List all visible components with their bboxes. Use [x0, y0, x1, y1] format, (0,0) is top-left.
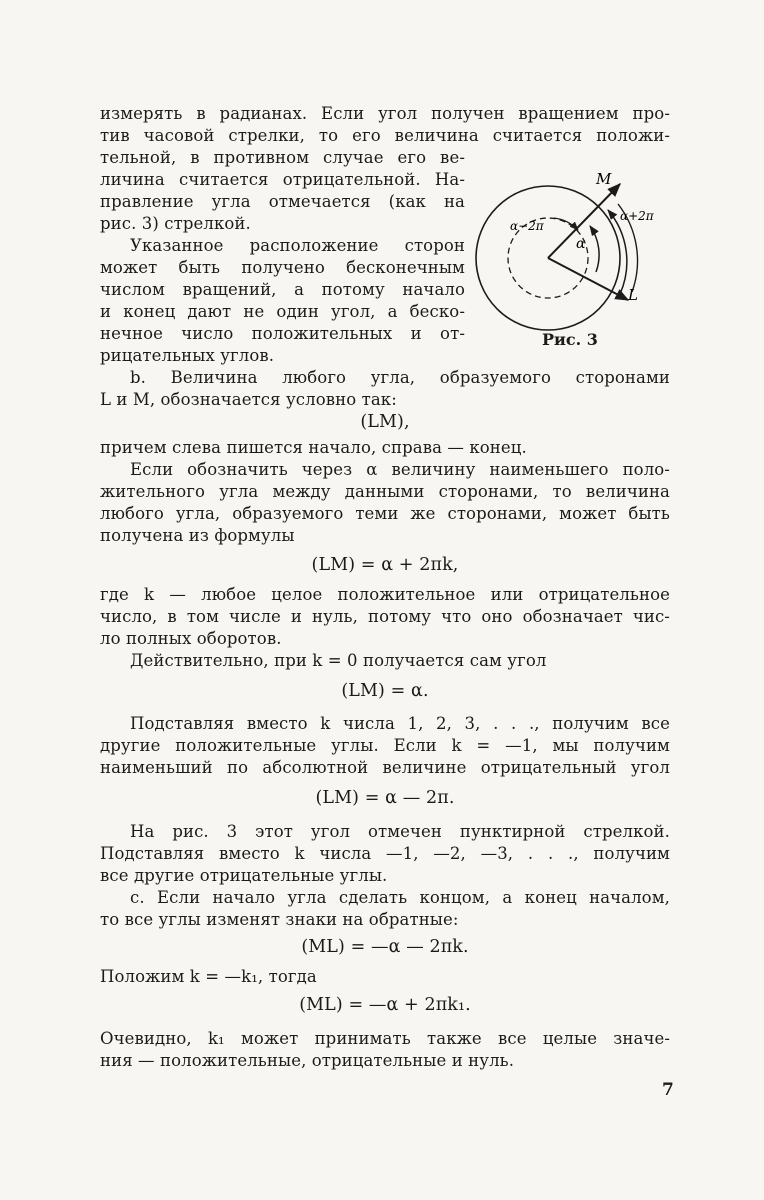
text-line: тив часовой стрелки, то его величина считается положи- — [100, 126, 670, 145]
text-line: Если обозначить через α величину наименьшего поло- — [130, 460, 670, 479]
formula: (LM), — [360, 412, 410, 432]
label-alpha-minus-2pi: α−2π — [510, 219, 544, 233]
text-line: числом вращений, а потому начало — [100, 280, 465, 299]
label-alpha: α — [576, 236, 586, 252]
text-line: нечное число положительных и от- — [100, 324, 465, 343]
text-line: ния — положительные, отрицательные и нуль. — [100, 1051, 515, 1070]
label-m: M — [596, 170, 612, 188]
text-line: Подставляя вместо k числа —1, —2, —3, . . ., получим — [100, 844, 670, 863]
ray-l — [548, 258, 628, 300]
text-line: все другие отрицательные углы. — [100, 866, 388, 885]
text-line: другие положительные углы. Если k = —1, мы получим — [100, 736, 670, 755]
text-line: где k — любое целое положительное или отрицательное — [100, 585, 670, 604]
text-line: Подставляя вместо k числа 1, 2, 3, . . ., получим все — [130, 714, 670, 733]
text-line: жительного угла между данными сторонами, то величина — [100, 482, 670, 501]
text-line: причем слева пишется начало, справа — конец. — [100, 438, 527, 457]
text-line: c. Если начало угла сделать концом, а конец началом, — [130, 888, 670, 907]
text-line: Очевидно, k₁ может принимать также все целые значе- — [100, 1029, 670, 1048]
text-line: и конец дают не один угол, а беско- — [100, 302, 465, 321]
text-line: Указанное расположение сторон — [130, 236, 465, 255]
formula: (ML) = —α — 2πk. — [301, 937, 469, 957]
label-alpha-plus-2pi: α+2π — [620, 209, 654, 223]
formula: (ML) = —α + 2πk₁. — [299, 995, 471, 1015]
text-line: На рис. 3 этот угол отмечен пунктирной стрелкой. — [130, 822, 670, 841]
dashed-arrow — [554, 218, 578, 230]
text-line: то все углы изменят знаки на обратные: — [100, 910, 459, 929]
figure-caption: Рис. 3 — [542, 330, 598, 349]
text-line: L и M, обозначается условно так: — [100, 390, 397, 409]
text-line: наименьший по абсолютной величине отрицательный угол — [100, 758, 670, 777]
text-line: Положим k = —k₁, тогда — [100, 967, 317, 986]
text-line: измерять в радианах. Если угол получен вращением про- — [100, 104, 670, 123]
formula: (LM) = α. — [341, 681, 429, 701]
label-l: L — [628, 286, 638, 304]
text-line: рис. 3) стрелкой. — [100, 214, 251, 233]
text-line: личина считается отрицательной. На- — [100, 170, 465, 189]
text-line: число, в том числе и нуль, потому что оно обозначает чис- — [100, 607, 670, 626]
text-line: получена из формулы — [100, 526, 295, 545]
formula: (LM) = α + 2πk, — [311, 555, 459, 575]
text-line: рицательных углов. — [100, 346, 275, 365]
text-line: любого угла, образуемого теми же сторонами, может быть — [100, 504, 670, 523]
text-line: правление угла отмечается (как на — [100, 192, 465, 211]
alpha-arc — [590, 226, 599, 272]
text-line: b. Величина любого угла, образуемого сторонами — [130, 368, 670, 387]
text-line: тельной, в противном случае его ве- — [100, 148, 465, 167]
page-number: 7 — [662, 1080, 674, 1100]
text-line: может быть получено бесконечным — [100, 258, 465, 277]
formula: (LM) = α — 2π. — [315, 788, 455, 808]
text-line: Действительно, при k = 0 получается сам угол — [130, 651, 547, 670]
text-line: ло полных оборотов. — [100, 629, 282, 648]
